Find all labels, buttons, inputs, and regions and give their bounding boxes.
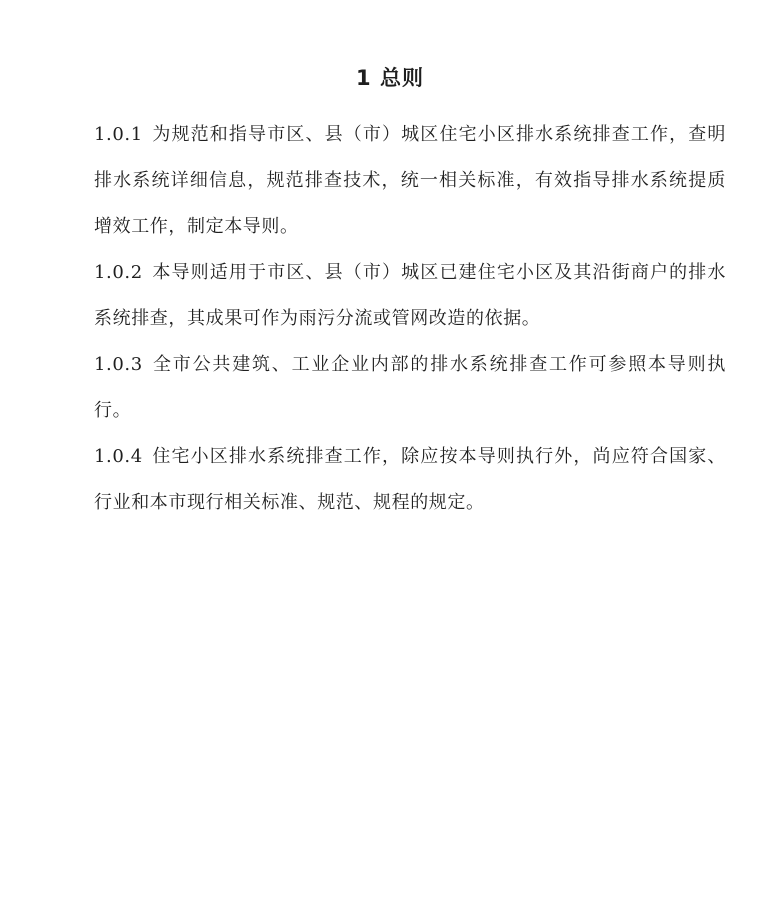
clause-text: 住宅小区排水系统排查工作，除应按本导则执行外，尚应符合国家、行业和本市现行相关标准、规范、规程的规定。 bbox=[94, 446, 726, 513]
clause-text: 本导则适用于市区、县（市）城区已建住宅小区及其沿街商户的排水系统排查，其成果可作为雨污分流或管网改造的依据。 bbox=[94, 262, 726, 329]
chapter-title: 1 总则 bbox=[356, 66, 424, 90]
clause-number: 1.0.1 bbox=[94, 124, 143, 145]
clause-text: 全市公共建筑、工业企业内部的排水系统排查工作可参照本导则执行。 bbox=[94, 354, 726, 421]
clause-number: 1.0.2 bbox=[94, 262, 143, 283]
clause-1-0-2 bbox=[94, 250, 726, 342]
clause-number: 1.0.3 bbox=[94, 354, 143, 375]
clause-1-0-4 bbox=[94, 434, 726, 526]
clause-1-0-1 bbox=[94, 112, 726, 250]
clause-text: 为规范和指导市区、县（市）城区住宅小区排水系统排查工作，查明排水系统详细信息，规范排查技术，统一相关标准，有效指导排水系统提质增效工作，制定本导则。 bbox=[94, 124, 726, 237]
clause-1-0-3 bbox=[94, 342, 726, 434]
clause-number: 1.0.4 bbox=[94, 446, 143, 467]
